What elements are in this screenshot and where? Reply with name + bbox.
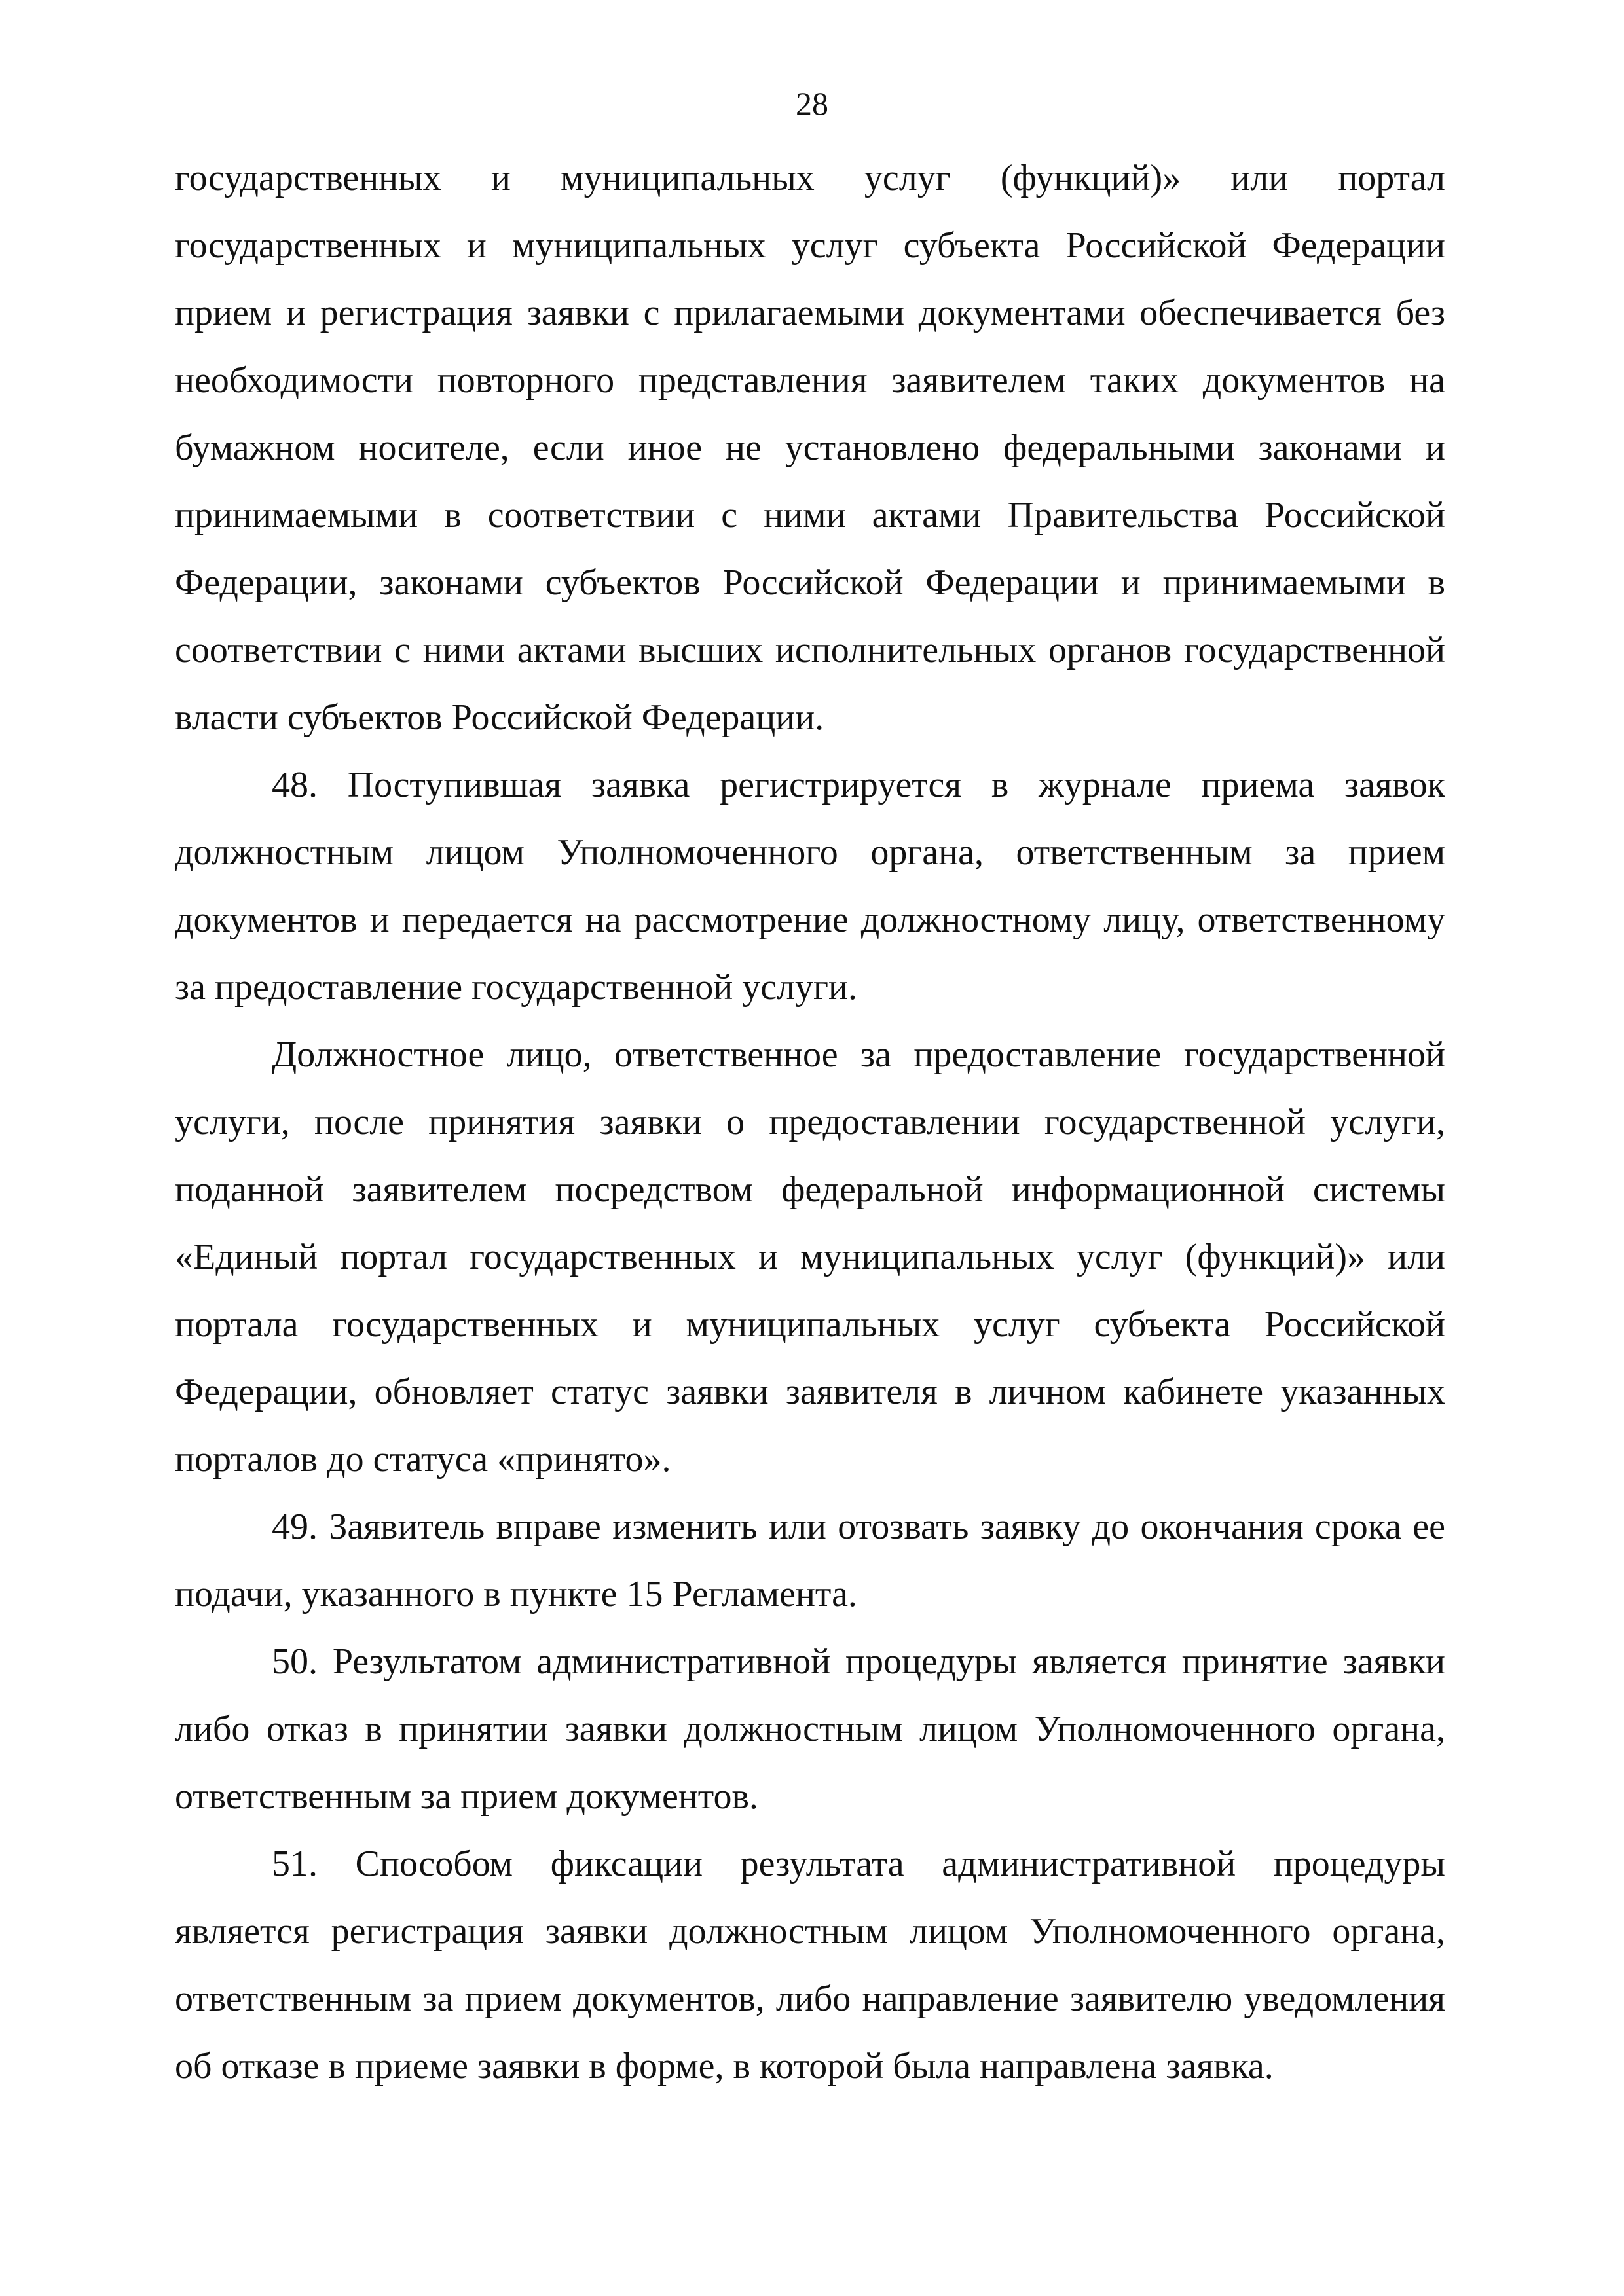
paragraph-responsible-officer: Должностное лицо, ответственное за предоставление государственной услуги, после принятия заявки о предоставлении государственной услуги, поданной заявителем посредством федеральной информационной системы «Единый портал государственных и муниципальных услуг (функций)» или портала государственных и муниципальных услуг субъекта Российской Федерации, обновляет статус заявки заявителя в личном кабинете указанных порталов до статуса «принято». [175, 1034, 1445, 1480]
paragraph-48: 48. Поступившая заявка регистрируется в журнале приема заявок должностным лицом Уполномоченного органа, ответственным за прием документов и передается на рассмотрение должностному лицу, ответственному за предоставление государственной услуги. [175, 765, 1445, 1008]
paragraph-continuation: государственных и муниципальных услуг (функций)» или портал государственных и муниципальных услуг субъекта Российской Федерации прием и регистрация заявки с прилагаемыми документами обеспечивается без необходимости повторного представления заявителем таких документов на бумажном носителе, если иное не установлено федеральными законами и принимаемыми в соответствии с ними актами Правительства Российской Федерации, законами субъектов Российской Федерации и принимаемыми в соответствии с ними актами высших исполнительных органов государственной власти субъектов Российской Федерации. [175, 158, 1445, 738]
paragraph-49: 49. Заявитель вправе изменить или отозвать заявку до окончания срока ее подачи, указанного в пункте 15 Регламента. [175, 1506, 1445, 1614]
paragraph-51: 51. Способом фиксации результата административной процедуры является регистрация заявки должностным лицом Уполномоченного органа, ответственным за прием документов, либо направление заявителю уведомления об отказе в приеме заявки в форме, в которой была направлена заявка. [175, 1844, 1445, 2086]
document-body [175, 145, 1445, 2100]
paragraph-50: 50. Результатом административной процедуры является принятие заявки либо отказ в принятии заявки должностным лицом Уполномоченного органа, ответственным за прием документов. [175, 1641, 1445, 1817]
page-number: 28 [796, 85, 828, 122]
